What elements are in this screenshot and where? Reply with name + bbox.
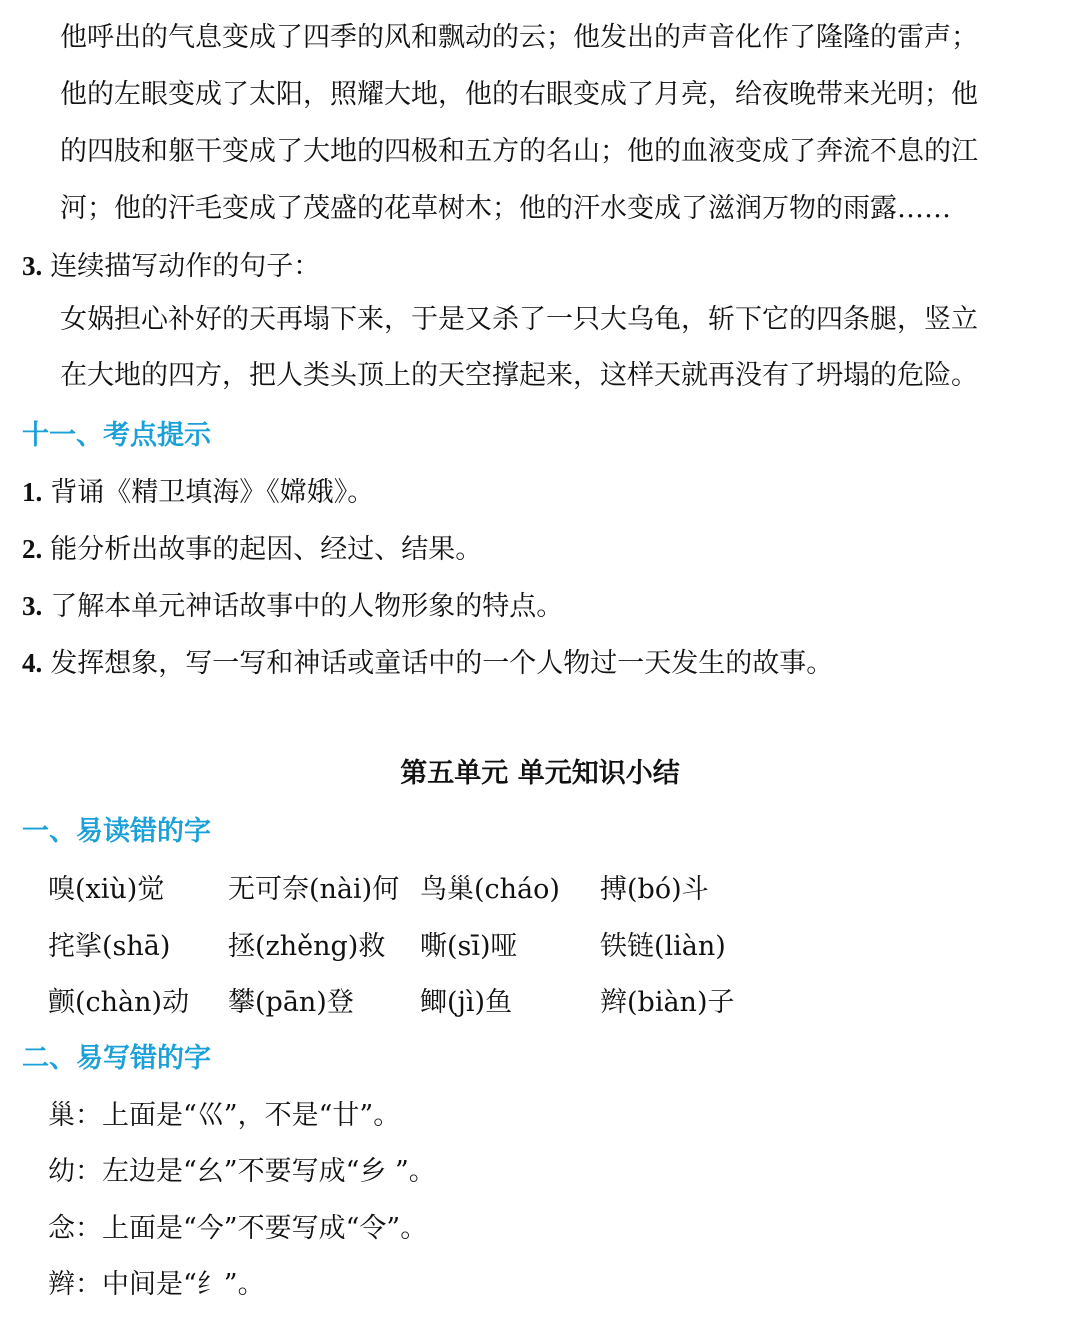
list-item: 辫：中间是“纟”。 — [48, 1269, 265, 1300]
item-number: 3. — [22, 251, 43, 281]
list-item — [22, 588, 563, 625]
item-label: 连续描写动作的句子： — [50, 251, 321, 282]
word-cell: 鲫(jì)鱼 — [420, 987, 513, 1018]
word-cell: 攀(pān)登 — [228, 987, 354, 1018]
word-cell: 颤(chàn)动 — [48, 987, 190, 1018]
word-cell: 搏(bó)斗 — [600, 874, 709, 905]
word-cell: 拯(zhěng)救 — [228, 931, 386, 962]
paragraph-line: 他的左眼变成了太阳，照耀大地，他的右眼变成了月亮，给夜晚带来光明；他 — [60, 79, 978, 110]
list-item: 巢：上面是“巛”，不是“廿”。 — [48, 1100, 401, 1131]
word-cell: 嘶(sī)哑 — [420, 931, 518, 962]
item-text: 背诵《精卫填海》《嫦娥》。 — [50, 477, 375, 508]
word-cell: 嗅(xiù)觉 — [48, 874, 165, 905]
paragraph-line: 河；他的汗毛变成了茂盛的花草树木；他的汗水变成了滋润万物的雨露…… — [60, 193, 951, 224]
item-text: 能分析出故事的起因、经过、结果。 — [50, 534, 483, 565]
section-heading: 二、易写错的字 — [22, 1043, 211, 1074]
list-item: 念：上面是“今”不要写成“令”。 — [48, 1213, 428, 1244]
paragraph-line: 他呼出的气息变成了四季的风和飘动的云；他发出的声音化作了隆隆的雷声； — [60, 22, 978, 53]
list-item — [22, 474, 374, 511]
paragraph-line: 的四肢和躯干变成了大地的四极和五方的名山；他的血液变成了奔流不息的江 — [60, 136, 978, 167]
word-cell: 辫(biàn)子 — [600, 987, 735, 1018]
list-item — [22, 645, 833, 682]
paragraph-line: 在大地的四方，把人类头顶上的天空撑起来，这样天就再没有了坍塌的危险。 — [60, 360, 978, 391]
item-text: 了解本单元神话故事中的人物形象的特点。 — [50, 591, 564, 622]
list-item: 幼：左边是“幺”不要写成“乡 ”。 — [48, 1156, 436, 1187]
section-heading: 一、易读错的字 — [22, 816, 211, 847]
item-3 — [22, 248, 320, 285]
word-cell: 挓挲(shā) — [48, 931, 171, 962]
word-cell: 铁链(liàn) — [600, 931, 726, 962]
paragraph-line: 女娲担心补好的天再塌下来，于是又杀了一只大乌龟，斩下它的四条腿，竖立 — [60, 304, 978, 335]
word-cell: 鸟巢(cháo) — [420, 874, 560, 905]
item-text: 发挥想象，写一写和神话或童话中的一个人物过一天发生的故事。 — [50, 648, 834, 679]
item-number: 4. — [22, 648, 43, 678]
item-number: 2. — [22, 534, 43, 564]
section-heading: 十一、考点提示 — [22, 420, 211, 451]
item-number: 1. — [22, 477, 43, 507]
unit-title: 第五单元 单元知识小结 — [400, 758, 680, 789]
item-number: 3. — [22, 591, 43, 621]
list-item — [22, 531, 482, 568]
word-cell: 无可奈(nài)何 — [228, 874, 400, 905]
